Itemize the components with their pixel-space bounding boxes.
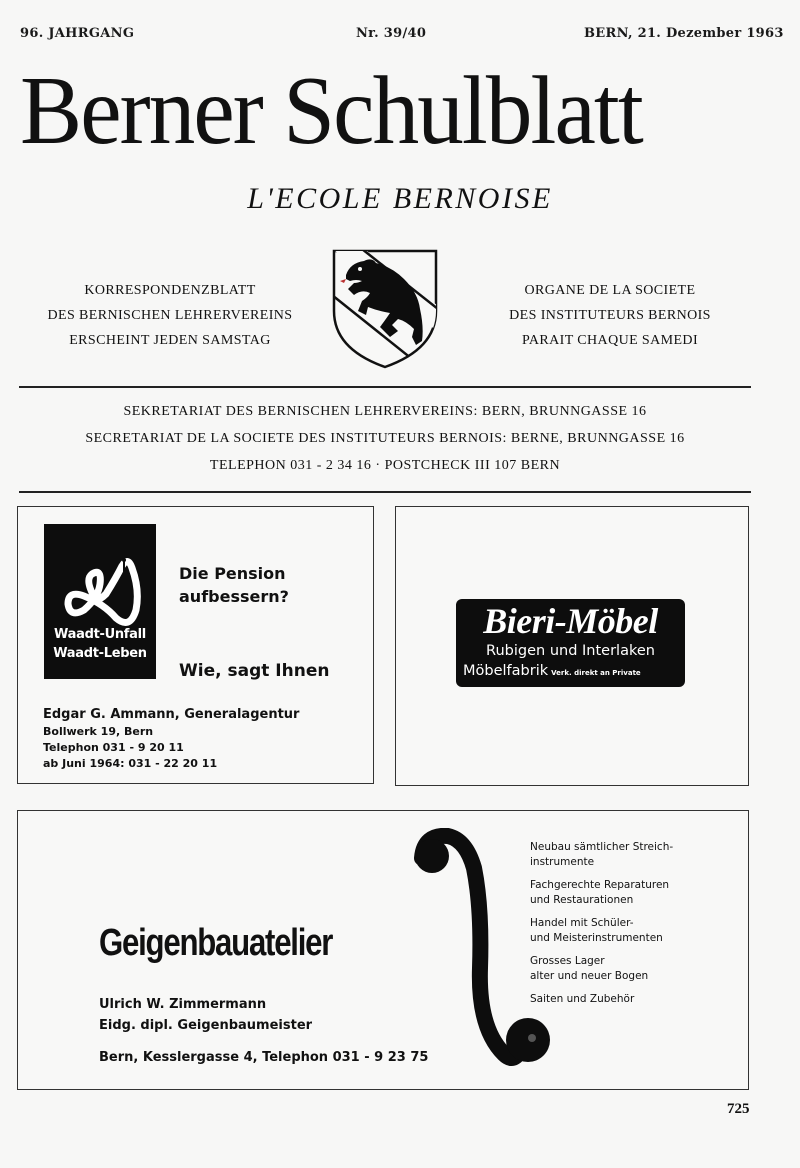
waadt-agent: Edgar G. Ammann, Generalagentur (43, 707, 300, 722)
logo-line: Waadt-Unfall (54, 627, 146, 642)
bieri-factory (463, 663, 641, 679)
masthead-subtitle: L'ECOLE BERNOISE (247, 182, 553, 215)
address-line: Bollwerk 19, Bern (43, 725, 154, 738)
question-line: aufbessern? (179, 587, 289, 606)
service-line: Grosses Lager (530, 955, 605, 967)
secretariat-fr: SECRETARIAT DE LA SOCIETE DES INSTITUTEURS BERNOIS: BERNE, BRUNNGASSE 16 (85, 431, 685, 446)
info-line: DES BERNISCHEN LEHRERVEREINS (47, 308, 293, 323)
waadt-logo (44, 524, 156, 679)
waadt-question (179, 562, 289, 608)
waadt-logo-text (44, 625, 156, 663)
info-line: ERSCHEINT JEDEN SAMSTAG (69, 333, 271, 348)
waadt-infinity-logo-icon (44, 538, 156, 638)
service-item (530, 954, 673, 984)
geigenbau-owner (99, 994, 312, 1036)
service-line: Handel mit Schüler- (530, 917, 634, 929)
geigenbau-services (530, 840, 673, 1015)
service-line: Neubau sämtlicher Streich- (530, 841, 674, 853)
bieri-factory-label: Möbelfabrik (463, 663, 549, 679)
service-line: instrumente (530, 856, 595, 868)
masthead (20, 56, 760, 166)
service-line: alter und neuer Bogen (530, 970, 649, 982)
geigenbau-title: Geigenbauatelier (99, 922, 333, 964)
address-line: ab Juni 1964: 031 - 22 20 11 (43, 757, 218, 770)
info-line: PARAIT CHAQUE SAMEDI (521, 333, 699, 348)
bieri-locations: Rubigen und Interlaken (486, 643, 655, 659)
waadt-tagline: Wie, sagt Ihnen (179, 661, 330, 681)
question-line: Die Pension (179, 564, 286, 583)
service-line: und Meisterinstrumenten (530, 932, 663, 944)
secretariat-de: SEKRETARIAT DES BERNISCHEN LEHRERVEREINS: BERN, BRUNNGASSE 16 (123, 404, 647, 419)
info-line: DES INSTITUTEURS BERNOIS (509, 308, 711, 323)
page-number: 725 (727, 1101, 750, 1117)
divider (19, 491, 751, 493)
service-line: Fachgerechte Reparaturen (530, 879, 670, 891)
owner-line: Eidg. dipl. Geigenbaumeister (99, 1018, 313, 1033)
owner-line: Ulrich W. Zimmermann (99, 997, 267, 1012)
service-item (530, 878, 673, 908)
address-line: Telephon 031 - 9 20 11 (43, 741, 184, 754)
service-item (530, 916, 673, 946)
divider (19, 386, 751, 388)
secretariat-contact: TELEPHON 031 - 2 34 16 · POSTCHECK III 107 BERN (209, 458, 561, 473)
publication-info-fr (455, 278, 765, 353)
bieri-brand: Bieri-Möbel (483, 601, 658, 641)
service-item (530, 992, 673, 1007)
volume-label: 96. JAHRGANG (20, 26, 135, 41)
bieri-direct-sale: Verk. direkt an Private (551, 669, 641, 677)
service-item (530, 840, 673, 870)
bern-bear-crest-icon (332, 249, 438, 369)
issue-number: Nr. 39/40 (356, 26, 427, 41)
geigenbau-address: Bern, Kesslergasse 4, Telephon 031 - 9 23 75 (99, 1050, 429, 1065)
logo-line: Waadt-Leben (53, 646, 147, 661)
waadt-address (43, 724, 217, 772)
service-line: Saiten und Zubehör (530, 993, 635, 1005)
service-line: und Restaurationen (530, 894, 634, 906)
place-date: BERN, 21. Dezember 1963 (584, 26, 784, 41)
info-line: ORGANE DE LA SOCIETE (524, 283, 696, 298)
masthead-title: Berner Schulblatt (20, 57, 642, 165)
bieri-logo (456, 599, 685, 687)
info-line: KORRESPONDENZBLATT (84, 283, 256, 298)
publication-info-de (20, 278, 320, 353)
